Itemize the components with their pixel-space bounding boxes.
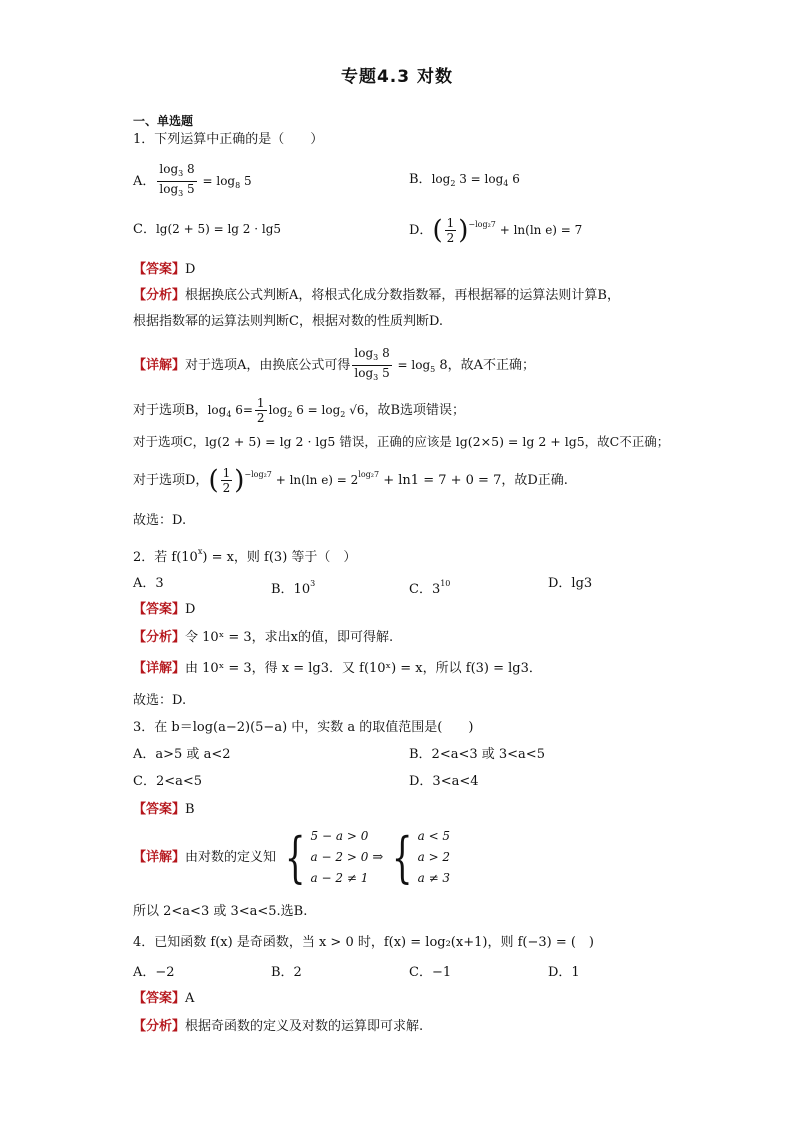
q1-option-b: B．$\log_2 3 = \log_4 6$ (409, 172, 520, 188)
q1-conclusion: 故选：D. (133, 513, 187, 528)
q2-conclusion: 故选：D. (133, 693, 187, 708)
q4-analysis: 【分析】根据奇函数的定义及对数的运算即可求解. (133, 1019, 424, 1034)
q4-stem: 4．已知函数 f(x) 是奇函数，当 x > 0 时，f(x) = log₂(x+1)，则 f(−3) = ( ) (133, 935, 594, 950)
q1-option-a: A． $\frac{\log_3 8}{\log_3 5}$ = $\log_8 5$ (133, 162, 252, 201)
section-heading: 一、单选题 (133, 114, 194, 128)
q2-analysis: 【分析】令 10ˣ = 3，求出x的值，即可得解. (133, 630, 394, 645)
q4-option-a: A．−2 (133, 965, 175, 980)
q3-conclusion: 所以 2<a<3 或 3<a<5.选B. (133, 904, 308, 919)
q4-option-d: D．1 (548, 965, 580, 980)
q2-option-b: B．$10^3$ (271, 579, 316, 597)
q3-answer: 【答案】B (133, 802, 195, 817)
q2-option-d: D．lg3 (548, 576, 593, 591)
q1-detail-b: 对于选项B，$\log_4 6=$ $\frac{1}{2}$ $\log_2 6 = \log_2 √6$，故B选项错误； (133, 396, 466, 425)
q3-stem: 3．在 b＝log(a−2)(5−a) 中，实数 a 的取值范围是( ) (133, 720, 474, 735)
q1-option-c: C．lg(2 + 5) = lg 2 · lg5 (133, 222, 282, 237)
q3-detail: 【详解】由对数的定义知 { 5 − a > 0 a − 2 > 0 a − 2 ≠ 1 ⇒ { a < 5 a > 2 a ≠ 3 (133, 825, 451, 889)
q4-option-c: C．−1 (409, 965, 452, 980)
q1-option-d: D．( $\frac{1}{2}$ )$^{-log_27}$ + ln(ln e) = 7 (409, 215, 583, 246)
q1-analysis-line-2: 根据指数幂的运算法则判断C，根据对数的性质判断D. (133, 314, 444, 329)
q1-detail-d: 对于选项D，( $\frac{1}{2}$ )$^{-log_27}$ + ln(ln $e) = 2^{log_27} + \ln 1 = 7 + 0 = 7$，故D正确. (133, 465, 568, 496)
q2-stem: 2．若 $f(10^x) = x$，则 f(3) 等于（ ） (133, 547, 357, 565)
q2-option-c: C．$3^{10}$ (409, 579, 451, 597)
q1-a-fraction: $\frac{\log_3 8}{\log_3 5}$ (159, 162, 195, 198)
q4-answer: 【答案】A (133, 991, 195, 1006)
q1-analysis-line-1: 【分析】根据换底公式判断A，将根式化成分数指数幂，再根据幂的运算法则计算B， (133, 288, 620, 303)
q1-answer: 【答案】D (133, 262, 196, 277)
q3-inequality-system: { 5 − a > 0 a − 2 > 0 a − 2 ≠ 1 ⇒ { a < 5 a > 2 a ≠ 3 (285, 825, 451, 889)
q1-detail-c: 对于选项C，lg(2 + 5) = lg 2 · lg5 错误，正确的应该是 lg(2×5) = lg 2 + lg5，故C不正确； (133, 434, 670, 449)
q3-option-a: A．a>5 或 a<2 (133, 747, 231, 762)
q3-option-c: C．2<a<5 (133, 774, 203, 789)
page-title: 专题4.3 对数 (340, 67, 454, 87)
q2-option-a: A．3 (133, 576, 164, 591)
q3-option-d: D．3<a<4 (409, 774, 479, 789)
q4-option-b: B．2 (271, 965, 302, 980)
q1-detail-a: 【详解】对于选项A，由换底公式可得 $\frac{\log_3 8}{\log_3 5}$ = $\log_5 8$，故A不正确； (133, 346, 536, 382)
q3-option-b: B．2<a<3 或 3<a<5 (409, 747, 545, 762)
q1-stem: 1．下列运算中正确的是（ ） (133, 132, 324, 147)
q2-answer: 【答案】D (133, 602, 196, 617)
q2-detail: 【详解】由 10ˣ = 3，得 x = lg3．又 f(10ˣ) = x，所以 f(3) = lg3． (133, 661, 542, 676)
